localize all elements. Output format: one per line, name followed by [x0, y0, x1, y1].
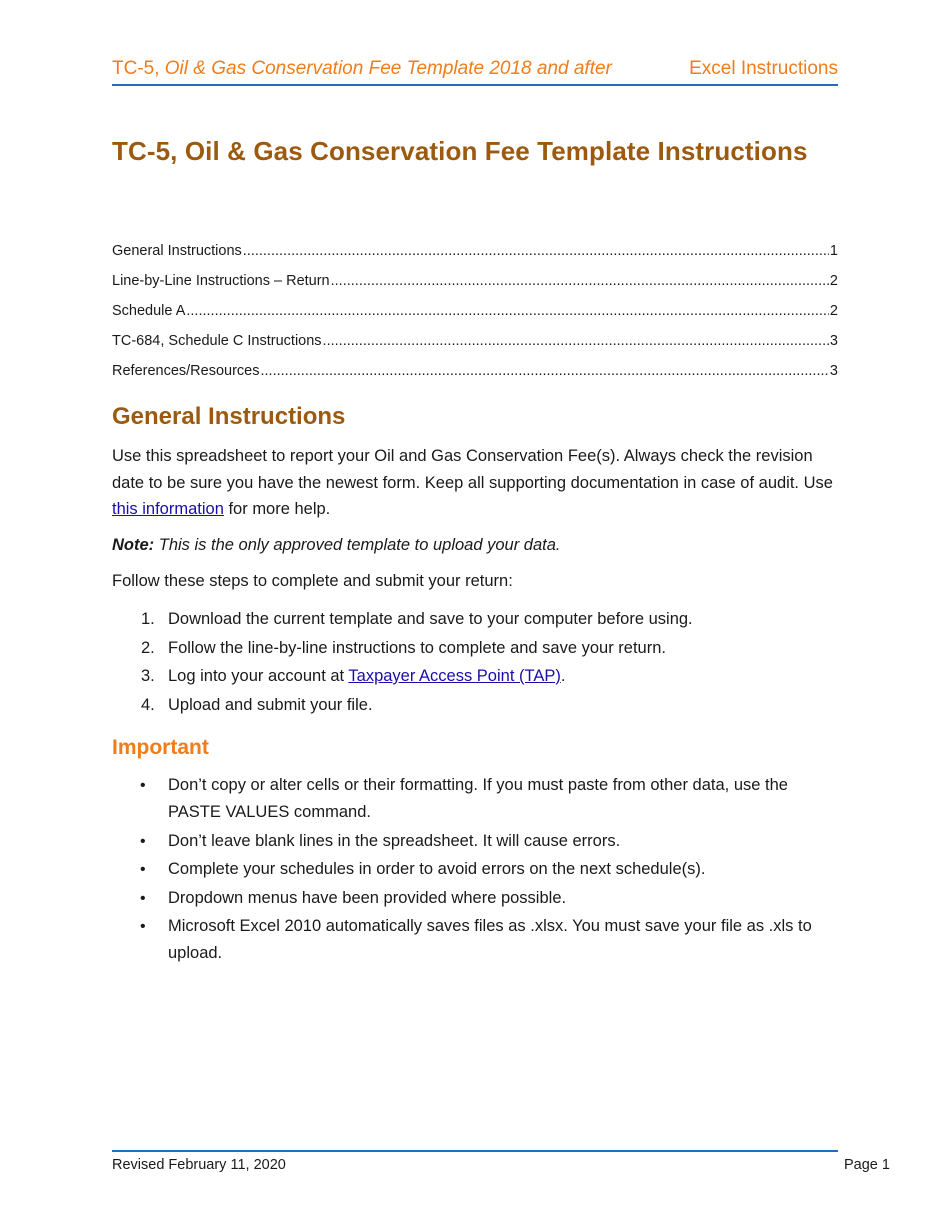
general-instructions-heading: General Instructions: [112, 403, 346, 430]
note-paragraph: Note: This is the only approved template to upload your data.: [112, 536, 561, 554]
step-item: 3. Log into your account at Taxpayer Access Point (TAP).: [141, 667, 566, 685]
general-intro-paragraph: Use this spreadsheet to report your Oil and Gas Conservation Fee(s). Always check the revision date to be sure you have the newest form. Keep all supporting documentation in case of audit. Use this information for more help.: [112, 447, 833, 518]
toc-leader: [261, 363, 829, 379]
header-section-label: Excel Instructions: [689, 58, 838, 79]
bullet-icon: •: [140, 918, 146, 935]
important-item: • Don’t leave blank lines in the spreadsheet. It will cause errors.: [112, 828, 838, 855]
toc-leader: [243, 243, 829, 259]
toc-entry-label: Schedule A: [112, 303, 186, 319]
toc-entry-label: TC-684, Schedule C Instructions: [112, 333, 322, 349]
toc-entry[interactable]: [112, 273, 838, 303]
toc-entry-page: 2: [829, 273, 838, 289]
steps-list: [112, 605, 838, 719]
toc-leader: [331, 273, 829, 289]
bullet-icon: •: [140, 777, 146, 794]
toc-entry-label: Line-by-Line Instructions – Return: [112, 273, 330, 289]
important-item: • Complete your schedules in order to avoid errors on the next schedule(s).: [112, 856, 838, 883]
important-list: [112, 772, 838, 969]
important-item: • Don’t copy or alter cells or their formatting. If you must paste from other data, use the PASTE VALUES command.: [112, 772, 838, 826]
toc-entry-label: General Instructions: [112, 243, 242, 259]
toc-leader: [323, 333, 829, 349]
step-item: 4. Upload and submit your file.: [141, 695, 373, 714]
toc-entry[interactable]: [112, 303, 838, 333]
bullet-icon: •: [140, 832, 146, 850]
table-of-contents: [112, 243, 838, 393]
toc-entry[interactable]: [112, 243, 838, 273]
toc-entry-label: References/Resources: [112, 363, 260, 379]
important-item: • Microsoft Excel 2010 automatically saves files as .xlsx. You must save your file as .xls to upload.: [112, 913, 838, 967]
toc-entry-page: 3: [829, 363, 838, 379]
step-item: 1. Download the current template and save to your computer before using.: [141, 610, 693, 628]
step-item: 2. Follow the line-by-line instructions to complete and save your return.: [141, 638, 666, 657]
this-information-link[interactable]: this information: [112, 500, 224, 518]
important-heading: Important: [112, 736, 209, 759]
toc-entry-page: 1: [829, 243, 838, 259]
revision-date: Revised February 11, 2020: [112, 1157, 286, 1173]
taxpayer-access-point-link[interactable]: Taxpayer Access Point (TAP): [348, 667, 561, 685]
page-number: Page 1: [844, 1157, 890, 1173]
toc-entry[interactable]: [112, 333, 838, 363]
toc-entry-page: 2: [829, 303, 838, 319]
toc-entry[interactable]: [112, 363, 838, 393]
page-header: [112, 56, 838, 86]
important-item: • Dropdown menus have been provided where possible.: [112, 885, 838, 912]
header-form-title-italic: Oil & Gas Conservation Fee Template 2018 and after: [164, 58, 612, 79]
toc-entry-page: 3: [829, 333, 838, 349]
bullet-icon: •: [140, 861, 146, 878]
steps-intro: Follow these steps to complete and submit your return:: [112, 572, 513, 590]
bullet-icon: •: [140, 889, 146, 907]
toc-leader: [186, 303, 829, 319]
page-footer: [112, 1150, 890, 1173]
note-label: Note:: [112, 536, 155, 554]
document-page: [112, 0, 890, 1230]
header-form-title: TC-5, Oil & Gas Conservation Fee Template 2018 and after: [112, 58, 612, 79]
page-title: TC-5, Oil & Gas Conservation Fee Template Instructions: [112, 136, 808, 166]
